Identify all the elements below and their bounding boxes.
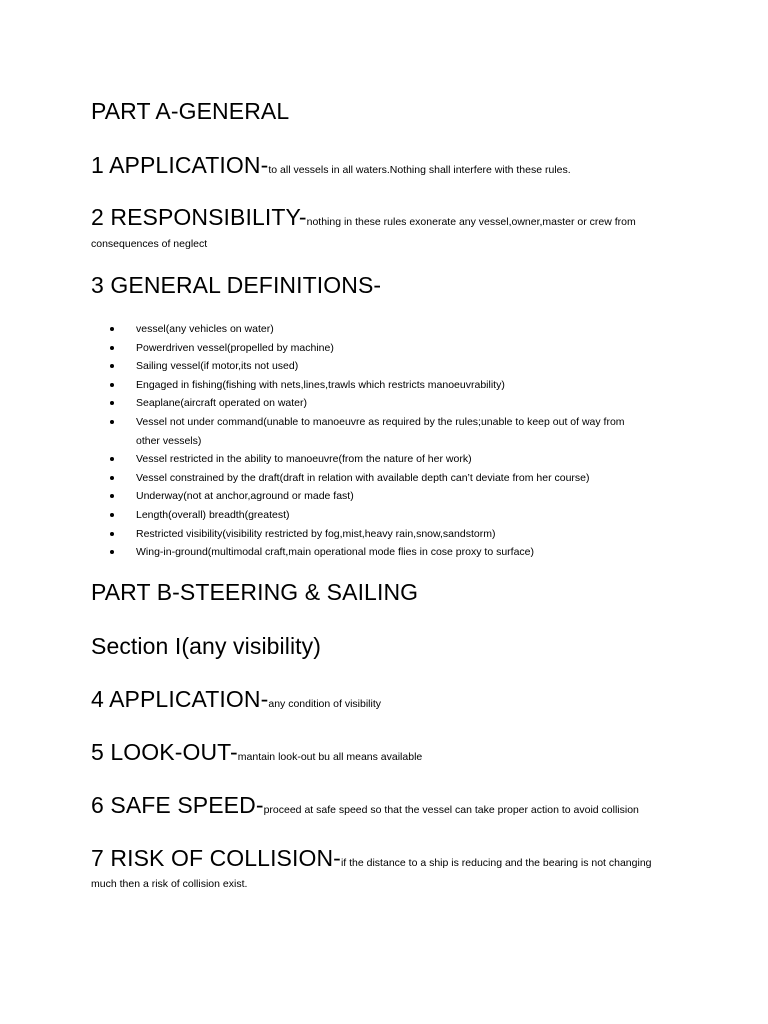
rule-4-title: 4 APPLICATION- [91, 686, 269, 712]
section-1-heading: Section I(any visibility) [91, 633, 322, 659]
definition-text: Underway(not at anchor,aground or made fast) [136, 490, 354, 503]
bullet-icon [110, 457, 114, 461]
rule-1-text: to all vessels in all waters.Nothing shall interfere with these rules. [268, 164, 571, 176]
definition-text: Vessel restricted in the ability to manoeuvre(from the nature of her work) [136, 453, 472, 466]
rule-5 [91, 738, 691, 766]
rule-2-title: 2 RESPONSIBILITY- [91, 204, 307, 230]
rule-2-text: nothing in these rules exonerate any vessel,owner,master or crew from [306, 216, 636, 228]
part-a-heading: PART A-GENERAL [91, 98, 290, 124]
rule-7-title: 7 RISK OF COLLISION- [91, 845, 341, 871]
list-item [108, 543, 708, 562]
definition-text: Engaged in fishing(fishing with nets,lines,trawls which restricts manoeuvrability) [136, 378, 505, 391]
rule-6 [91, 791, 691, 819]
list-item [108, 320, 708, 339]
bullet-icon [110, 532, 114, 536]
list-item [108, 450, 708, 469]
definition-text: Vessel not under command(unable to manoeuvre as required by the rules;unable to keep out of way from [136, 415, 625, 428]
rule-5-text: mantain look-out bu all means available [237, 751, 423, 763]
definition-text: Length(overall) breadth(greatest) [136, 508, 290, 521]
rule-2 [91, 203, 691, 231]
bullet-icon [110, 364, 114, 368]
definition-text: Wing-in-ground(multimodal craft,main operational mode flies in cose proxy to surface) [136, 546, 535, 559]
bullet-icon [110, 327, 114, 331]
list-item [108, 413, 708, 450]
part-b-heading: PART B-STEERING & SAILING [91, 579, 419, 605]
rule-5-title: 5 LOOK-OUT- [91, 739, 238, 765]
list-item [108, 506, 708, 525]
bullet-icon [110, 476, 114, 480]
definition-text: Sailing vessel(if motor,its not used) [136, 360, 299, 373]
rule-7 [91, 844, 691, 872]
bullet-icon [110, 513, 114, 517]
bullet-icon [110, 383, 114, 387]
list-item [108, 376, 708, 395]
definition-text: Vessel constrained by the draft(draft in relation with available depth can’t deviate from her course) [136, 471, 590, 484]
rule-2-text-continued: consequences of neglect [91, 238, 208, 250]
list-item [108, 339, 708, 358]
list-item [108, 357, 708, 376]
definition-text: Powerdriven vessel(propelled by machine) [136, 341, 334, 354]
definition-text: Seaplane(aircraft operated on water) [136, 397, 308, 410]
rule-1-title: 1 APPLICATION- [91, 152, 269, 178]
rule-6-title: 6 SAFE SPEED- [91, 792, 264, 818]
list-item [108, 394, 708, 413]
bullet-icon [110, 401, 114, 405]
rule-4 [91, 685, 691, 713]
list-item [108, 487, 708, 506]
rule-4-text: any condition of visibility [268, 698, 381, 710]
list-item [108, 469, 708, 488]
bullet-icon [110, 550, 114, 554]
rule-7-text: if the distance to a ship is reducing and the bearing is not changing [340, 857, 652, 869]
rule-1 [91, 151, 691, 179]
bullet-icon [110, 346, 114, 350]
definitions-list [108, 320, 708, 562]
definition-text: vessel(any vehicles on water) [136, 323, 274, 335]
list-item [108, 525, 708, 544]
bullet-icon [110, 494, 114, 498]
rule-7-text-continued: much then a risk of collision exist. [91, 878, 248, 890]
rule-6-text: proceed at safe speed so that the vessel can take proper action to avoid collision [263, 804, 639, 816]
bullet-icon [110, 420, 114, 424]
rule-3-title: 3 GENERAL DEFINITIONS- [91, 272, 382, 298]
definition-text: Restricted visibility(visibility restricted by fog,mist,heavy rain,snow,sandstorm) [136, 527, 496, 540]
definition-text-continued: other vessels) [136, 434, 202, 447]
